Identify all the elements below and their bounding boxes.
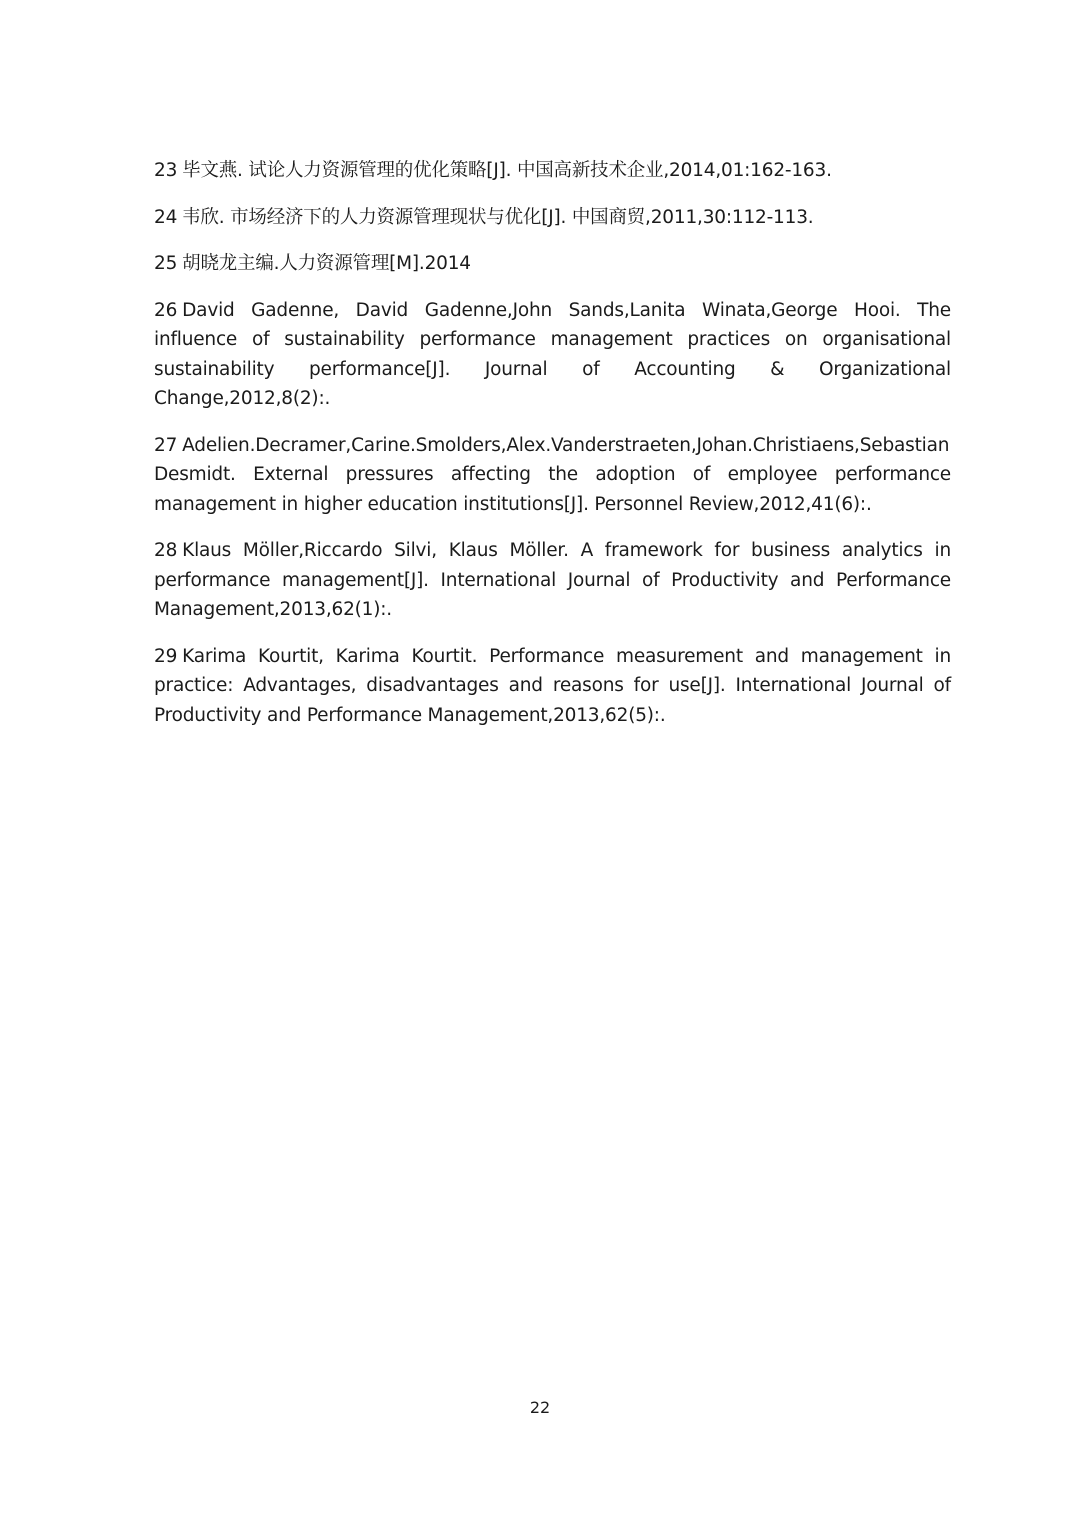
page-number: 22 bbox=[529, 1398, 551, 1417]
reference-text: 韦欣. 市场经济下的人力资源管理现状与优化[J]. 中国商贸,2011,30:112-113. bbox=[182, 206, 814, 228]
reference-list bbox=[154, 156, 951, 747]
reference-text: 毕文燕. 试论人力资源管理的优化策略[J]. 中国高新技术企业,2014,01:162-163. bbox=[182, 160, 832, 181]
reference-item bbox=[154, 203, 951, 233]
reference-item bbox=[154, 249, 951, 279]
reference-number: 28 bbox=[154, 540, 178, 561]
reference-number: 24 bbox=[154, 206, 178, 228]
reference-item bbox=[154, 431, 951, 520]
reference-text: Karima Kourtit, Karima Kourtit. Performance measurement and management in practice: Advantages, disadvantages and reasons for use[J]. International Journal of Productivity and Performance Management,2013,62(5):. bbox=[154, 645, 951, 726]
reference-text: David Gadenne, David Gadenne,John Sands,Lanita Winata,George Hooi. The influence of sustainability performance management practices on organisational sustainability performance[J]. Journal of Accounting & Organizational Change,2012,8(2):. bbox=[154, 299, 951, 409]
reference-number: 23 bbox=[154, 160, 178, 181]
reference-item bbox=[154, 536, 951, 625]
reference-item bbox=[154, 296, 951, 414]
reference-text: Adelien.Decramer,Carine.Smolders,Alex.Vanderstraeten,Johan.Christiaens,Sebastian Desmidt. External pressures affecting the adoption of employee performance management in higher education institutions[J]. Personnel Review,2012,41(6):. bbox=[154, 434, 951, 515]
reference-number: 25 bbox=[154, 253, 178, 274]
reference-number: 29 bbox=[154, 645, 178, 667]
reference-number: 26 bbox=[154, 299, 178, 321]
reference-text: Klaus Möller,Riccardo Silvi, Klaus Möller. A framework for business analytics in performance management[J]. International Journal of Productivity and Performance Management,2013,62(1):. bbox=[154, 540, 951, 620]
reference-number: 27 bbox=[154, 434, 178, 456]
reference-text: 胡晓龙主编.人力资源管理[M].2014 bbox=[182, 253, 471, 274]
reference-item bbox=[154, 642, 951, 731]
reference-item bbox=[154, 156, 951, 186]
